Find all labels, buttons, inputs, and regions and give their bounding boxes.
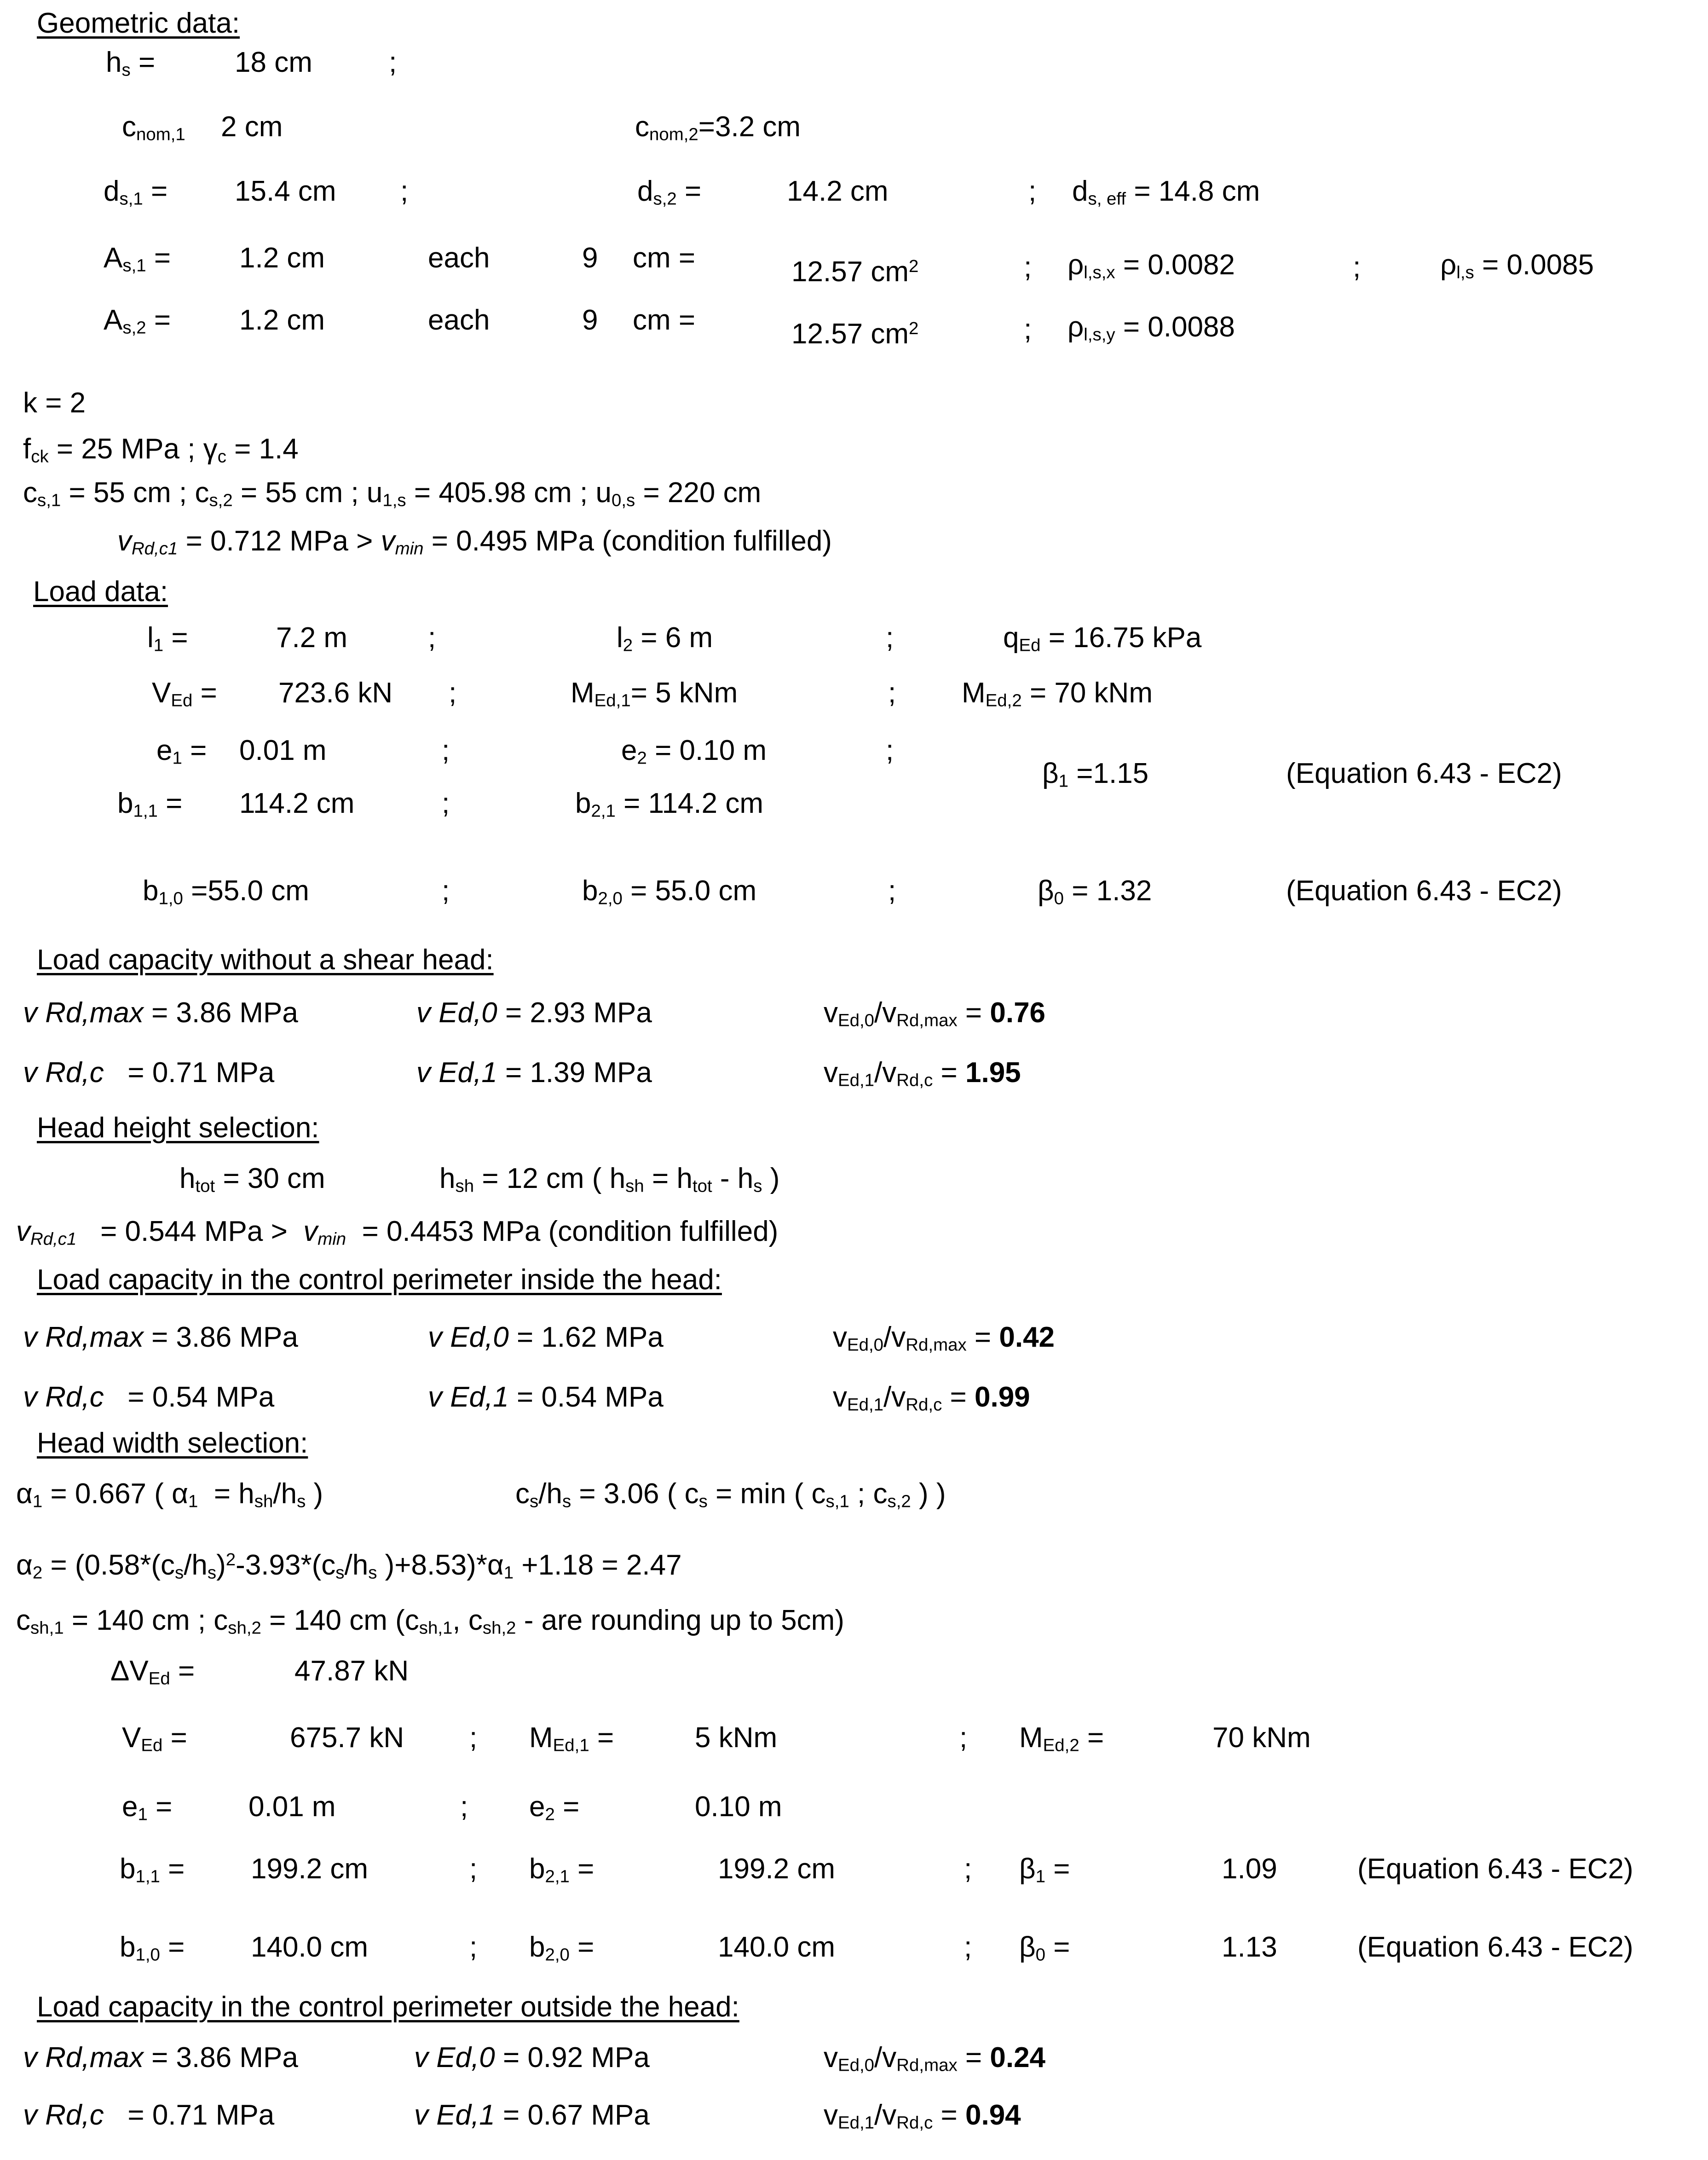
equation-reference: (Equation 6.43 - EC2) (1357, 1931, 1633, 1963)
equation-reference: (Equation 6.43 - EC2) (1286, 758, 1562, 789)
rho-ls-label: $\rho_{l,s} = 0.0085$ (1440, 249, 1594, 283)
b11-label: $b_{1,1}$ = (117, 788, 183, 821)
separator-semicolon: ; (442, 788, 450, 819)
as1-value: 1.2 cm (239, 242, 325, 274)
ved0-outside: v Ed,0 = 0.92 MPa (414, 2042, 650, 2073)
ratio-ved0-vrdmax-outside: $v_{Ed,0}/v_{Rd,max} = 0.24$ (824, 2042, 1046, 2075)
b10-label: $b_{1,0} =55.0$ cm (143, 875, 309, 909)
section-heading-load-data: Load data: (33, 576, 168, 608)
qed-label: $q_{Ed} = 16.75$ kPa (1003, 622, 1202, 655)
as1-label: $A_{s,1}$ = (104, 242, 171, 276)
separator-semicolon: ; (886, 622, 894, 654)
separator-semicolon: ; (449, 677, 457, 709)
b20-2-value: 140.0 cm (718, 1931, 836, 1963)
ds-eff-label: $d_{s, eff} = 14.8$ cm (1072, 175, 1260, 209)
ved0-inside: v Ed,0 = 1.62 MPa (428, 1321, 664, 1353)
vrdc-inside: v Rd,c = 0.54 MPa (23, 1381, 275, 1413)
fck-gamma-line: $f_{ck} = 25$ MPa ; $\gamma_c = 1.4$ (23, 433, 299, 467)
separator-semicolon: ; (1024, 251, 1032, 283)
cs-u-line: $c_{s,1} = 55$ cm ; $c_{s,2} = 55$ cm ; $u_{1,s} = 405.98$ cm ; $u_{0,s} = 220$ cm (23, 477, 762, 510)
l1-value: 7.2 m (276, 622, 348, 654)
separator-semicolon: ; (886, 735, 894, 766)
hsh-label: $h_{sh} = 12$ cm ( $h_{sh} = h_{tot} - h_s$ ) (439, 1163, 780, 1196)
equation-reference: (Equation 6.43 - EC2) (1357, 1853, 1633, 1885)
rho-lsy-label: $\rho_{l,s,y} = 0.0088$ (1068, 311, 1235, 345)
med2-2-label: $M_{Ed,2}$ = (1019, 1722, 1104, 1755)
alpha1-expression: $\alpha_1 = 0.667$ ( $\alpha_1 = h_{sh}/h_s$ ) (16, 1478, 323, 1511)
csh-line: $c_{sh,1} = 140$ cm ; $c_{sh,2} = 140$ cm ($c_{sh,1}$, $c_{sh,2}$ - are rounding up to 5cm) (16, 1604, 844, 1638)
b11-2-value: 199.2 cm (251, 1853, 369, 1885)
separator-semicolon: ; (400, 175, 409, 207)
section-heading-capacity-outside: Load capacity in the control perimeter outside the head: (37, 1991, 739, 2023)
section-heading-capacity-inside: Load capacity in the control perimeter inside the head: (37, 1264, 722, 1296)
vrdmax-inside: v Rd,max = 3.86 MPa (23, 1321, 298, 1353)
ds1-label: $d_{s,1}$ = (104, 175, 168, 209)
separator-semicolon: ; (442, 735, 450, 766)
ved2-value: 675.7 kN (290, 1722, 404, 1754)
separator-semicolon: ; (442, 875, 450, 907)
ratio-ved1-vrdc-no-head: $v_{Ed,1}/v_{Rd,c} = 1.95$ (824, 1057, 1021, 1090)
as2-each-label: each (428, 304, 490, 336)
ved0-no-head: v Ed,0 = 2.93 MPa (416, 997, 652, 1029)
as2-label: $A_{s,2}$ = (104, 304, 171, 338)
b21-2-value: 199.2 cm (718, 1853, 836, 1885)
e2-label: $e_2 = 0.10$ m (621, 735, 767, 768)
beta0-2-value: 1.13 (1222, 1931, 1277, 1963)
as1-area-value: 12.57 $cm^2$ (791, 256, 919, 288)
separator-semicolon: ; (469, 1722, 478, 1754)
separator-semicolon: ; (1353, 251, 1361, 283)
hs-value: 18 cm (235, 46, 312, 78)
hs-label: $h_s$ = (106, 46, 156, 80)
ved2-label: $V_{Ed}$ = (122, 1722, 187, 1755)
separator-semicolon: ; (460, 1791, 468, 1823)
ds2-value: 14.2 cm (787, 175, 889, 207)
b11-2-label: $b_{1,1}$ = (120, 1853, 185, 1887)
separator-semicolon: ; (428, 622, 436, 654)
ratio-ved0-vrdmax-no-head: $v_{Ed,0}/v_{Rd,max} = 0.76$ (824, 997, 1046, 1031)
rho-lsx-label: $\rho_{l,s,x} = 0.0082$ (1068, 249, 1235, 283)
section-heading-capacity-no-head: Load capacity without a shear head: (37, 944, 494, 976)
med2-2-value: 70 kNm (1212, 1722, 1311, 1754)
l2-label: $l_2 = 6$ m (617, 622, 713, 655)
alpha2-formula: $\alpha_2 = (0.58*(c_s/h_s)^2-3.93*(c_s/h_s$ )$+8.53)*\alpha_1 +1.18 = 2.47$ (16, 1549, 682, 1583)
e1-2-value: 0.01 m (248, 1791, 336, 1823)
ved-label: $V_{Ed}$ = (152, 677, 217, 711)
separator-semicolon: ; (959, 1722, 968, 1754)
vrdc1-head-height-condition: $v_{Rd,c1}$ = 0.544 MPa > $v_{min} = 0.4453$ MPa (condition fulfilled) (16, 1216, 779, 1249)
cs-over-hs-expression: $c_s/h_s = 3.06$ ( $c_s = \min$ ( $c_{s,1}$ ; $c_{s,2}$ ) ) (515, 1478, 946, 1511)
ratio-ved1-vrdc-outside: $v_{Ed,1}/v_{Rd,c} = 0.94$ (824, 2099, 1021, 2133)
cnom2-label: $c_{nom,2}=3.2$ cm (635, 111, 801, 145)
vrdmax-no-head: v Rd,max = 3.86 MPa (23, 997, 298, 1029)
separator-semicolon: ; (888, 677, 896, 709)
ved-value: 723.6 kN (278, 677, 393, 709)
separator-semicolon: ; (964, 1931, 972, 1963)
ved1-inside: v Ed,1 = 0.54 MPa (428, 1381, 664, 1413)
med1-2-value: 5 kNm (695, 1722, 778, 1754)
b10-2-value: 140.0 cm (251, 1931, 369, 1963)
cnom1-value: 2 cm (221, 111, 283, 143)
separator-semicolon: ; (389, 46, 397, 78)
e1-2-label: $e_1$ = (122, 1791, 173, 1824)
section-heading-head-width: Head width selection: (37, 1427, 308, 1459)
htot-label: $h_{tot} = 30$ cm (179, 1163, 325, 1196)
e1-value: 0.01 m (239, 735, 327, 766)
separator-semicolon: ; (888, 875, 896, 907)
e2-2-value: 0.10 m (695, 1791, 782, 1823)
separator-semicolon: ; (469, 1931, 478, 1963)
as2-value: 1.2 cm (239, 304, 325, 336)
section-heading-head-height: Head height selection: (37, 1112, 319, 1144)
separator-semicolon: ; (1028, 175, 1037, 207)
as1-unit: cm = (633, 242, 696, 274)
med2-label: $M_{Ed,2} = 70$ kNm (962, 677, 1153, 711)
b20-label: $b_{2,0} = 55.0$ cm (582, 875, 757, 909)
ds2-label: $d_{s,2}$ = (637, 175, 702, 209)
l1-label: $l_1$ = (147, 622, 188, 655)
ved1-no-head: v Ed,1 = 1.39 MPa (416, 1057, 652, 1089)
delta-ved-label: $\Delta V_{Ed}$ = (110, 1655, 195, 1689)
as2-unit: cm = (633, 304, 696, 336)
beta0-label: $\beta_0 = 1.32$ (1038, 875, 1152, 909)
equation-reference: (Equation 6.43 - EC2) (1286, 875, 1562, 907)
vrdc-outside: v Rd,c = 0.71 MPa (23, 2099, 275, 2131)
vrdc-no-head: v Rd,c = 0.71 MPa (23, 1057, 275, 1089)
beta1-label: $\beta_1 =1.15$ (1042, 758, 1149, 791)
vrdmax-outside: v Rd,max = 3.86 MPa (23, 2042, 298, 2073)
b21-2-label: $b_{2,1}$ = (529, 1853, 594, 1887)
med1-label: $M_{Ed,1}= 5$ kNm (571, 677, 738, 711)
b20-2-label: $b_{2,0}$ = (529, 1931, 594, 1965)
as2-area-value: 12.57 $cm^2$ (791, 318, 919, 350)
e2-2-label: $e_2$ = (529, 1791, 580, 1824)
vrdc1-condition-line: $v_{Rd,c1} = 0.712$ MPa > $v_{min} = 0.495$ MPa (condition fulfilled) (117, 525, 832, 559)
e1-label: $e_1$ = (156, 735, 207, 768)
b10-2-label: $b_{1,0}$ = (120, 1931, 185, 1965)
section-heading-geometric-data: Geometric data: (37, 7, 240, 39)
beta1-2-label: $\beta_1$ = (1019, 1853, 1070, 1887)
beta1-2-value: 1.09 (1222, 1853, 1277, 1885)
med1-2-label: $M_{Ed,1}$ = (529, 1722, 614, 1755)
separator-semicolon: ; (964, 1853, 972, 1885)
beta0-2-label: $\beta_0$ = (1019, 1931, 1070, 1965)
as1-each-label: each (428, 242, 490, 274)
delta-ved-value: 47.87 kN (294, 1655, 409, 1687)
b21-label: $b_{2,1} = 114.2$ cm (575, 788, 763, 821)
as1-spacing: 9 (582, 242, 598, 274)
as2-spacing: 9 (582, 304, 598, 336)
ved1-outside: v Ed,1 = 0.67 MPa (414, 2099, 650, 2131)
ds1-value: 15.4 cm (235, 175, 336, 207)
separator-semicolon: ; (469, 1853, 478, 1885)
b11-value: 114.2 cm (239, 788, 355, 819)
cnom1-label: $c_{nom,1}$ (122, 111, 185, 145)
ratio-ved1-vrdc-inside: $v_{Ed,1}/v_{Rd,c} = 0.99$ (833, 1381, 1030, 1415)
separator-semicolon: ; (1024, 313, 1032, 345)
ratio-ved0-vrdmax-inside: $v_{Ed,0}/v_{Rd,max} = 0.42$ (833, 1321, 1055, 1355)
k-line: k = 2 (23, 387, 86, 419)
